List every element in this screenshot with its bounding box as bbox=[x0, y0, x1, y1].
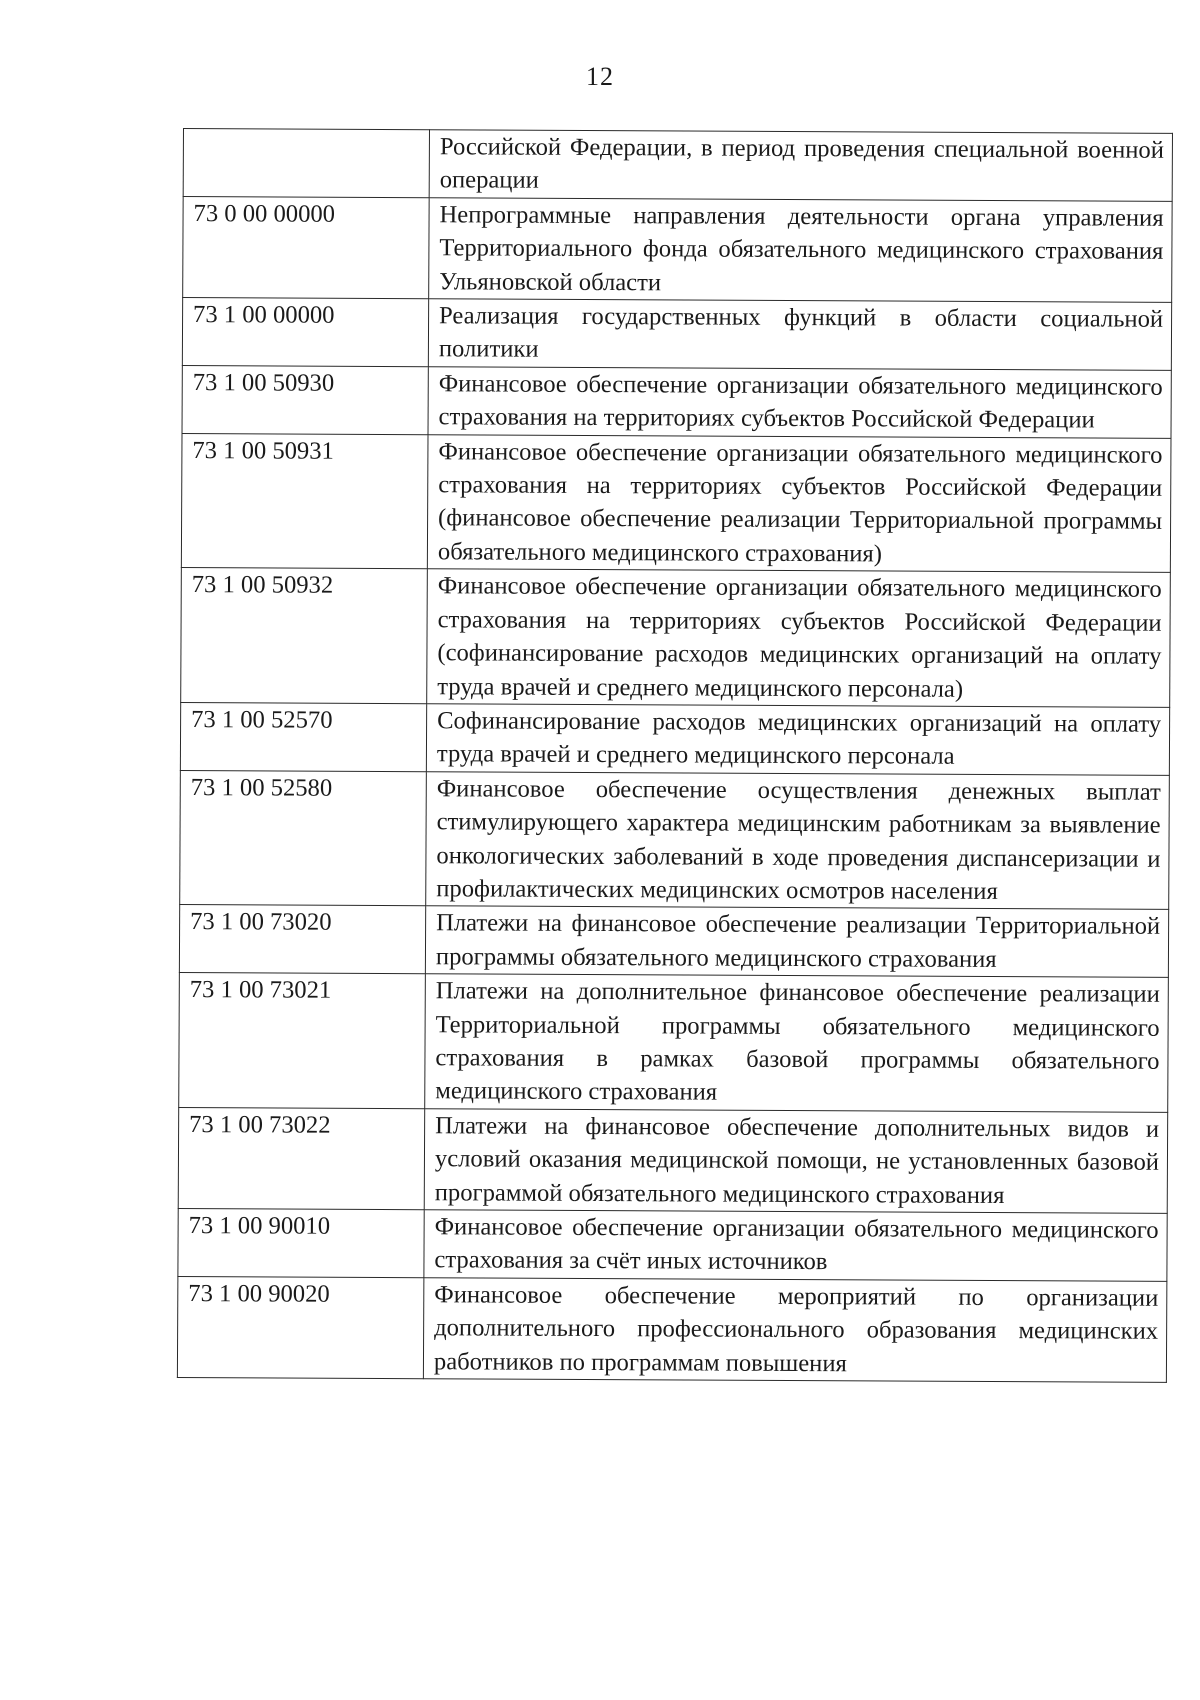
row-code: 73 1 00 50931 bbox=[181, 433, 428, 569]
table-row bbox=[180, 770, 1170, 909]
row-description: Российской Федерации, в период проведения специальной военной операции bbox=[429, 130, 1172, 201]
table-row bbox=[183, 129, 1172, 202]
row-code: 73 1 00 90010 bbox=[178, 1208, 424, 1277]
row-description: Софинансирование расходов медицинских организаций на оплату труда врачей и среднего медицинского персонала bbox=[426, 704, 1169, 775]
table-body bbox=[177, 129, 1172, 1383]
table-row bbox=[183, 196, 1172, 302]
table-row bbox=[182, 365, 1171, 438]
row-description: Финансовое обеспечение организации обязательного медицинского страхования на территориях субъектов Российской Федерации (финансовое обеспечение реализации Территориальной программы обязательного медицинского страхования) bbox=[427, 434, 1171, 572]
row-description: Реализация государственных функций в области социальной политики bbox=[428, 299, 1171, 370]
table-row bbox=[180, 702, 1169, 775]
table-row bbox=[182, 298, 1171, 371]
table-row bbox=[181, 568, 1171, 707]
table-row bbox=[178, 1208, 1167, 1281]
row-code: 73 1 00 00000 bbox=[182, 298, 428, 367]
row-description: Финансовое обеспечение организации обязательного медицинского страхования за счёт иных источников bbox=[424, 1210, 1167, 1281]
row-code: 73 1 00 52570 bbox=[180, 702, 426, 771]
table-row bbox=[181, 433, 1171, 572]
row-description: Платежи на финансовое обеспечение дополнительных видов и условий оказания медицинской помощи, не установленных базовой программой обязательного медицинского страхования bbox=[424, 1108, 1167, 1213]
row-code: 73 1 00 50932 bbox=[181, 568, 428, 704]
table-row bbox=[178, 1107, 1167, 1213]
row-code: 73 1 00 73022 bbox=[178, 1107, 424, 1209]
table-row bbox=[179, 905, 1168, 978]
row-code bbox=[183, 129, 429, 198]
codes-table bbox=[177, 128, 1173, 1383]
row-description: Финансовое обеспечение организации обязательного медицинского страхования на территориях субъектов Российской Федерации (софинансирование расходов медицинских организаций на оплату труда врачей и среднего медицинского персонала) bbox=[427, 569, 1171, 707]
row-code: 73 1 00 73021 bbox=[179, 973, 426, 1109]
row-code: 73 1 00 90020 bbox=[177, 1276, 423, 1378]
table-row bbox=[177, 1276, 1166, 1382]
row-code: 73 0 00 00000 bbox=[183, 196, 429, 298]
row-code: 73 1 00 73020 bbox=[179, 905, 425, 974]
row-description: Платежи на финансовое обеспечение реализации Территориальной программы обязательного медицинского страхования bbox=[425, 906, 1168, 977]
row-code: 73 1 00 50930 bbox=[182, 365, 428, 434]
row-description: Финансовое обеспечение осуществления денежных выплат стимулирующего характера медицинским работникам за выявление онкологических заболеваний в ходе проведения диспансеризации и профилактических медицинских осмотров населения bbox=[426, 771, 1170, 909]
budget-classification-table bbox=[177, 128, 1173, 1383]
table-row bbox=[179, 973, 1169, 1112]
row-code: 73 1 00 52580 bbox=[180, 770, 427, 906]
row-description: Непрограммные направления деятельности органа управления Территориального фонда обязательного медицинского страхования Ульяновской области bbox=[429, 198, 1172, 303]
row-description: Платежи на дополнительное финансовое обеспечение реализации Территориальной программы обязательного медицинского страхования в рамках базовой программы обязательного медицинского страхования bbox=[425, 974, 1169, 1112]
page-number: 12 bbox=[586, 62, 614, 91]
row-description: Финансовое обеспечение мероприятий по организации дополнительного профессионального образования медицинских работников по программам повышения bbox=[423, 1278, 1166, 1383]
row-description: Финансовое обеспечение организации обязательного медицинского страхования на территориях субъектов Российской Федерации bbox=[428, 367, 1171, 438]
